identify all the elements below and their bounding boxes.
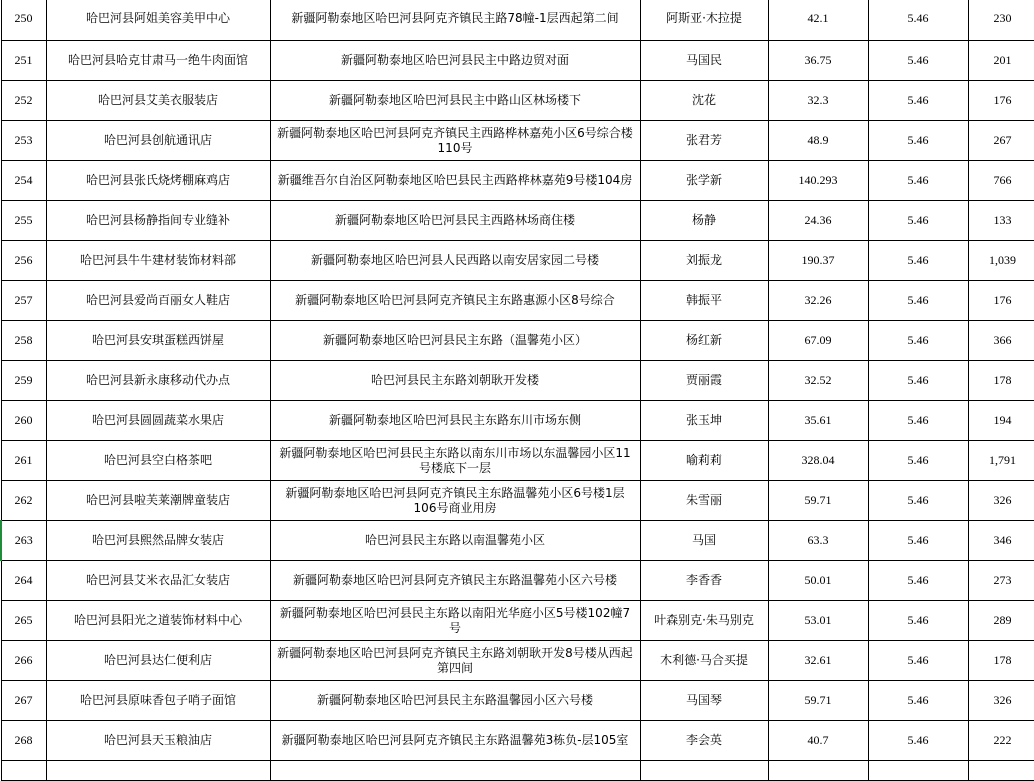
shop-name-cell[interactable]: 哈巴河县哈克甘肃马一绝牛肉面馆 bbox=[46, 41, 270, 81]
address-cell[interactable]: 新疆阿勒泰地区哈巴河县民主东路以南东川市场以东温馨园小区11号楼底下一层 bbox=[270, 441, 640, 481]
empty-cell[interactable] bbox=[868, 761, 968, 781]
address-cell[interactable]: 哈巴河县民主东路以南温馨苑小区 bbox=[270, 521, 640, 561]
amount-cell[interactable]: 346 bbox=[968, 521, 1034, 561]
row-number-cell[interactable]: 267 bbox=[1, 681, 46, 721]
amount-cell[interactable]: 289 bbox=[968, 601, 1034, 641]
operator-name-cell[interactable]: 沈花 bbox=[640, 81, 768, 121]
address-cell[interactable]: 新疆阿勒泰地区哈巴河县阿克齐镇民主东路温馨苑小区6号楼1层106号商业用房 bbox=[270, 481, 640, 521]
shop-name-cell[interactable]: 哈巴河县爱尚百丽女人鞋店 bbox=[46, 281, 270, 321]
amount-cell[interactable]: 222 bbox=[968, 721, 1034, 761]
address-cell[interactable]: 新疆阿勒泰地区哈巴河县阿克齐镇民主路78幢-1层西起第二间 bbox=[270, 0, 640, 41]
table-row[interactable] bbox=[1, 121, 1034, 161]
operator-name-cell[interactable]: 叶森别克·朱马别克 bbox=[640, 601, 768, 641]
operator-name-cell[interactable]: 李香香 bbox=[640, 561, 768, 601]
address-cell[interactable]: 新疆阿勒泰地区哈巴河县民主中路边贸对面 bbox=[270, 41, 640, 81]
unit-price-cell[interactable]: 5.46 bbox=[868, 281, 968, 321]
row-number-cell[interactable]: 262 bbox=[1, 481, 46, 521]
operator-name-cell[interactable]: 杨红新 bbox=[640, 321, 768, 361]
table-row[interactable] bbox=[1, 321, 1034, 361]
row-number-cell[interactable]: 251 bbox=[1, 41, 46, 81]
operator-name-cell[interactable]: 喻莉莉 bbox=[640, 441, 768, 481]
amount-cell[interactable]: 178 bbox=[968, 361, 1034, 401]
shop-name-cell[interactable]: 哈巴河县阳光之道装饰材料中心 bbox=[46, 601, 270, 641]
row-number-cell[interactable]: 250 bbox=[1, 0, 46, 41]
operator-name-cell[interactable]: 张君芳 bbox=[640, 121, 768, 161]
unit-price-cell[interactable]: 5.46 bbox=[868, 401, 968, 441]
row-number-cell[interactable]: 261 bbox=[1, 441, 46, 481]
amount-cell[interactable]: 766 bbox=[968, 161, 1034, 201]
row-number-cell[interactable]: 268 bbox=[1, 721, 46, 761]
unit-price-cell[interactable]: 5.46 bbox=[868, 121, 968, 161]
unit-price-cell[interactable]: 5.46 bbox=[868, 481, 968, 521]
address-cell[interactable]: 哈巴河县民主东路刘朝耿开发楼 bbox=[270, 361, 640, 401]
area-cell[interactable]: 32.61 bbox=[768, 641, 868, 681]
empty-cell[interactable] bbox=[46, 761, 270, 781]
table-row[interactable] bbox=[1, 681, 1034, 721]
amount-cell[interactable]: 1,039 bbox=[968, 241, 1034, 281]
area-cell[interactable]: 24.36 bbox=[768, 201, 868, 241]
table-row[interactable] bbox=[1, 81, 1034, 121]
unit-price-cell[interactable]: 5.46 bbox=[868, 521, 968, 561]
area-cell[interactable]: 59.71 bbox=[768, 481, 868, 521]
amount-cell[interactable]: 366 bbox=[968, 321, 1034, 361]
row-number-cell[interactable]: 264 bbox=[1, 561, 46, 601]
amount-cell[interactable]: 176 bbox=[968, 281, 1034, 321]
area-cell[interactable]: 59.71 bbox=[768, 681, 868, 721]
operator-name-cell[interactable]: 贾丽霞 bbox=[640, 361, 768, 401]
operator-name-cell[interactable]: 木利德·马合买提 bbox=[640, 641, 768, 681]
area-cell[interactable]: 50.01 bbox=[768, 561, 868, 601]
area-cell[interactable]: 63.3 bbox=[768, 521, 868, 561]
unit-price-cell[interactable]: 5.46 bbox=[868, 721, 968, 761]
row-number-cell[interactable]: 263 bbox=[1, 521, 46, 561]
operator-name-cell[interactable]: 韩振平 bbox=[640, 281, 768, 321]
address-cell[interactable]: 新疆阿勒泰地区哈巴河县阿克齐镇民主西路桦林嘉苑小区6号综合楼110号 bbox=[270, 121, 640, 161]
unit-price-cell[interactable]: 5.46 bbox=[868, 161, 968, 201]
address-cell[interactable]: 新疆阿勒泰地区哈巴河县民主西路林场商住楼 bbox=[270, 201, 640, 241]
row-number-cell[interactable]: 253 bbox=[1, 121, 46, 161]
empty-cell[interactable] bbox=[640, 761, 768, 781]
address-cell[interactable]: 新疆阿勒泰地区哈巴河县民主东路温馨园小区六号楼 bbox=[270, 681, 640, 721]
amount-cell[interactable]: 178 bbox=[968, 641, 1034, 681]
operator-name-cell[interactable]: 朱雪丽 bbox=[640, 481, 768, 521]
address-cell[interactable]: 新疆阿勒泰地区哈巴河县民主东路东川市场东侧 bbox=[270, 401, 640, 441]
address-cell[interactable]: 新疆阿勒泰地区哈巴河县民主东路以南阳光华庭小区5号楼102幢7号 bbox=[270, 601, 640, 641]
operator-name-cell[interactable]: 张学新 bbox=[640, 161, 768, 201]
unit-price-cell[interactable]: 5.46 bbox=[868, 0, 968, 41]
area-cell[interactable]: 32.3 bbox=[768, 81, 868, 121]
row-number-cell[interactable]: 252 bbox=[1, 81, 46, 121]
row-number-cell[interactable]: 257 bbox=[1, 281, 46, 321]
shop-name-cell[interactable]: 哈巴河县艾米衣品汇女装店 bbox=[46, 561, 270, 601]
area-cell[interactable]: 140.293 bbox=[768, 161, 868, 201]
operator-name-cell[interactable]: 杨静 bbox=[640, 201, 768, 241]
amount-cell[interactable]: 230 bbox=[968, 0, 1034, 41]
area-cell[interactable]: 32.52 bbox=[768, 361, 868, 401]
unit-price-cell[interactable]: 5.46 bbox=[868, 641, 968, 681]
amount-cell[interactable]: 201 bbox=[968, 41, 1034, 81]
shop-name-cell[interactable]: 哈巴河县牛牛建材装饰材料部 bbox=[46, 241, 270, 281]
amount-cell[interactable]: 326 bbox=[968, 481, 1034, 521]
address-cell[interactable]: 新疆阿勒泰地区哈巴河县人民西路以南安居家园二号楼 bbox=[270, 241, 640, 281]
empty-cell[interactable] bbox=[270, 761, 640, 781]
area-cell[interactable]: 328.04 bbox=[768, 441, 868, 481]
shop-name-cell[interactable]: 哈巴河县杨静指间专业缝补 bbox=[46, 201, 270, 241]
shop-name-cell[interactable]: 哈巴河县啦芙莱潮牌童装店 bbox=[46, 481, 270, 521]
table-row[interactable] bbox=[1, 0, 1034, 41]
table-row[interactable] bbox=[1, 441, 1034, 481]
address-cell[interactable]: 新疆维吾尔自治区阿勒泰地区哈巴县民主西路桦林嘉苑9号楼104房 bbox=[270, 161, 640, 201]
shop-name-cell[interactable]: 哈巴河县创航通讯店 bbox=[46, 121, 270, 161]
unit-price-cell[interactable]: 5.46 bbox=[868, 321, 968, 361]
area-cell[interactable]: 40.7 bbox=[768, 721, 868, 761]
unit-price-cell[interactable]: 5.46 bbox=[868, 601, 968, 641]
operator-name-cell[interactable]: 张玉坤 bbox=[640, 401, 768, 441]
address-cell[interactable]: 新疆阿勒泰地区哈巴河县阿克齐镇民主东路惠源小区8号综合 bbox=[270, 281, 640, 321]
unit-price-cell[interactable]: 5.46 bbox=[868, 241, 968, 281]
area-cell[interactable]: 35.61 bbox=[768, 401, 868, 441]
operator-name-cell[interactable]: 马国 bbox=[640, 521, 768, 561]
table-row[interactable] bbox=[1, 761, 1034, 781]
amount-cell[interactable]: 1,791 bbox=[968, 441, 1034, 481]
address-cell[interactable]: 新疆阿勒泰地区哈巴河县阿克齐镇民主东路刘朝耿开发8号楼从西起第四间 bbox=[270, 641, 640, 681]
operator-name-cell[interactable]: 阿斯亚·木拉提 bbox=[640, 0, 768, 41]
table-body bbox=[1, 0, 1034, 781]
address-cell[interactable]: 新疆阿勒泰地区哈巴河县阿克齐镇民主东路温馨苑3栋负-层105室 bbox=[270, 721, 640, 761]
shop-name-cell[interactable]: 哈巴河县阿姐美容美甲中心 bbox=[46, 0, 270, 41]
shop-name-cell[interactable]: 哈巴河县熙然品牌女装店 bbox=[46, 521, 270, 561]
table-row[interactable] bbox=[1, 721, 1034, 761]
shop-name-cell[interactable]: 哈巴河县安琪蛋糕西饼屋 bbox=[46, 321, 270, 361]
unit-price-cell[interactable]: 5.46 bbox=[868, 361, 968, 401]
amount-cell[interactable]: 176 bbox=[968, 81, 1034, 121]
table-row[interactable] bbox=[1, 241, 1034, 281]
unit-price-cell[interactable]: 5.46 bbox=[868, 41, 968, 81]
operator-name-cell[interactable]: 刘振龙 bbox=[640, 241, 768, 281]
row-number-cell[interactable]: 266 bbox=[1, 641, 46, 681]
shop-name-cell[interactable]: 哈巴河县空白格茶吧 bbox=[46, 441, 270, 481]
shop-name-cell[interactable]: 哈巴河县张氏烧烤棚麻鸡店 bbox=[46, 161, 270, 201]
empty-cell[interactable] bbox=[1, 761, 46, 781]
amount-cell[interactable]: 133 bbox=[968, 201, 1034, 241]
table-row[interactable] bbox=[1, 41, 1034, 81]
table-row[interactable] bbox=[1, 161, 1034, 201]
area-cell[interactable]: 190.37 bbox=[768, 241, 868, 281]
row-number-cell[interactable]: 259 bbox=[1, 361, 46, 401]
amount-cell[interactable]: 273 bbox=[968, 561, 1034, 601]
table-row[interactable] bbox=[1, 361, 1034, 401]
unit-price-cell[interactable]: 5.46 bbox=[868, 681, 968, 721]
row-number-cell[interactable]: 265 bbox=[1, 601, 46, 641]
empty-cell[interactable] bbox=[768, 761, 868, 781]
table-row[interactable] bbox=[1, 401, 1034, 441]
shop-name-cell[interactable]: 哈巴河县圆圆蔬菜水果店 bbox=[46, 401, 270, 441]
operator-name-cell[interactable]: 马国民 bbox=[640, 41, 768, 81]
shop-name-cell[interactable]: 哈巴河县天玉粮油店 bbox=[46, 721, 270, 761]
table-row[interactable] bbox=[1, 521, 1034, 561]
shop-name-cell[interactable]: 哈巴河县新永康移动代办点 bbox=[46, 361, 270, 401]
unit-price-cell[interactable]: 5.46 bbox=[868, 201, 968, 241]
row-number-cell[interactable]: 258 bbox=[1, 321, 46, 361]
table-row[interactable] bbox=[1, 601, 1034, 641]
table-row[interactable] bbox=[1, 481, 1034, 521]
empty-cell[interactable] bbox=[968, 761, 1034, 781]
area-cell[interactable]: 42.1 bbox=[768, 0, 868, 41]
table-row[interactable] bbox=[1, 561, 1034, 601]
shop-name-cell[interactable]: 哈巴河县原味香包子哨子面馆 bbox=[46, 681, 270, 721]
area-cell[interactable]: 53.01 bbox=[768, 601, 868, 641]
row-number-cell[interactable]: 254 bbox=[1, 161, 46, 201]
table-row[interactable] bbox=[1, 281, 1034, 321]
address-cell[interactable]: 新疆阿勒泰地区哈巴河县民主东路（温馨苑小区） bbox=[270, 321, 640, 361]
area-cell[interactable]: 32.26 bbox=[768, 281, 868, 321]
unit-price-cell[interactable]: 5.46 bbox=[868, 441, 968, 481]
address-cell[interactable]: 新疆阿勒泰地区哈巴河县民主中路山区林场楼下 bbox=[270, 81, 640, 121]
area-cell[interactable]: 36.75 bbox=[768, 41, 868, 81]
row-number-cell[interactable]: 255 bbox=[1, 201, 46, 241]
area-cell[interactable]: 67.09 bbox=[768, 321, 868, 361]
amount-cell[interactable]: 267 bbox=[968, 121, 1034, 161]
area-cell[interactable]: 48.9 bbox=[768, 121, 868, 161]
shop-name-cell[interactable]: 哈巴河县达仁便利店 bbox=[46, 641, 270, 681]
operator-name-cell[interactable]: 李会英 bbox=[640, 721, 768, 761]
unit-price-cell[interactable]: 5.46 bbox=[868, 81, 968, 121]
operator-name-cell[interactable]: 马国琴 bbox=[640, 681, 768, 721]
table-row[interactable] bbox=[1, 641, 1034, 681]
shop-name-cell[interactable]: 哈巴河县艾美衣服装店 bbox=[46, 81, 270, 121]
row-number-cell[interactable]: 256 bbox=[1, 241, 46, 281]
row-number-cell[interactable]: 260 bbox=[1, 401, 46, 441]
amount-cell[interactable]: 326 bbox=[968, 681, 1034, 721]
amount-cell[interactable]: 194 bbox=[968, 401, 1034, 441]
address-cell[interactable]: 新疆阿勒泰地区哈巴河县阿克齐镇民主东路温馨苑小区六号楼 bbox=[270, 561, 640, 601]
unit-price-cell[interactable]: 5.46 bbox=[868, 561, 968, 601]
table-row[interactable] bbox=[1, 201, 1034, 241]
